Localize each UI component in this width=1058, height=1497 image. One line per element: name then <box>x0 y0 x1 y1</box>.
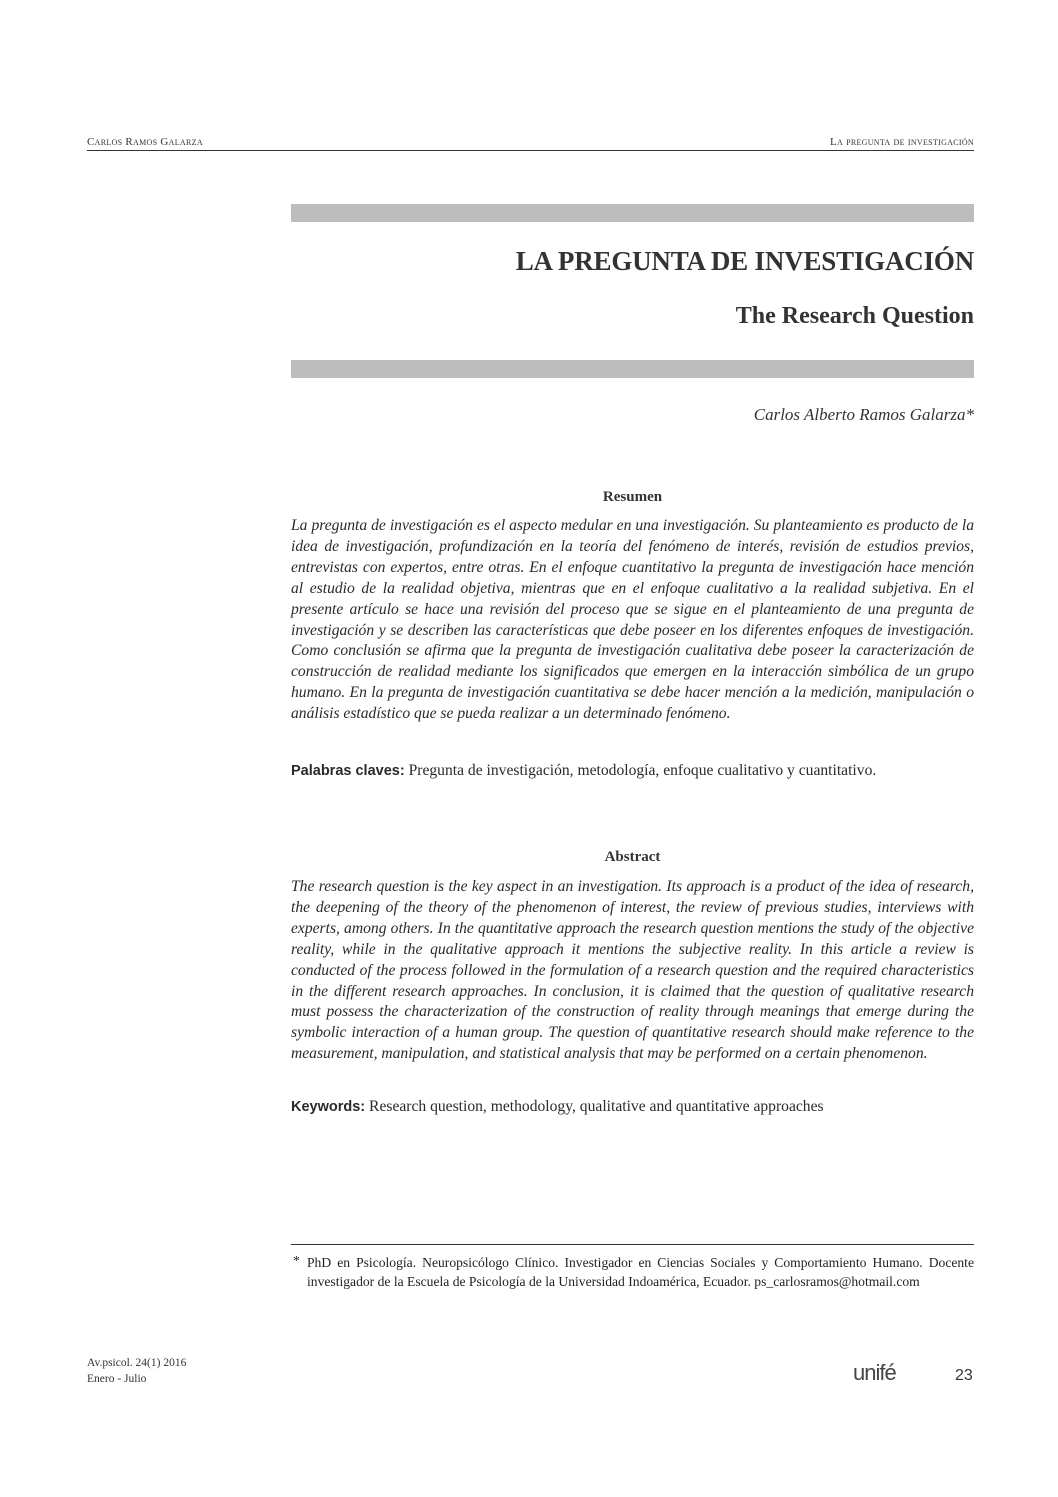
journal-period: Enero - Julio <box>87 1373 147 1385</box>
resumen-text: La pregunta de investigación es el aspecto medular en una investigación. Su planteamiento es producto de la idea de investigación, profundización en la teoría del fenómeno de interés, revisión de estudios previos, entrevistas con expertos, entre otras. En el enfoque cuantitativo la pregunta de investigación hace mención al estudio de la realidad objetiva, mientras que en el enfoque cualitativo a la realidad subjetiva. En el presente artículo se hace una revisión del proceso que se sigue en el planteamiento de una pregunta de investigación y se describen las características que debe poseer en los diferentes enfoques de investigación. Como conclusión se afirma que la pregunta de investigación cualitativa debe poseer la caracterización de construcción de realidad mediante los significados que emergen en la interacción simbólica de un grupo humano. En la pregunta de investigación cuantitativa se debe hacer mención a la medición, manipulación o análisis estadístico que se pueda realizar a un determinado fenómeno. <box>291 517 974 723</box>
header-rule <box>87 150 974 151</box>
running-header-title: La pregunta de investigación <box>829 136 974 148</box>
resumen-keywords <box>291 762 974 780</box>
top-gray-bar <box>291 204 974 222</box>
article-subtitle: The Research Question <box>735 303 974 329</box>
author-name: Carlos Alberto Ramos Galarza* <box>753 405 974 424</box>
abstract-heading: Abstract <box>604 849 661 865</box>
running-header-author: Carlos Ramos Galarza <box>87 136 203 148</box>
resumen-heading: Resumen <box>602 489 663 505</box>
abstract-keywords <box>291 1098 974 1116</box>
page-number: 23 <box>955 1367 973 1384</box>
abstract-keywords-label: Keywords: <box>291 1099 366 1115</box>
footnote-text: PhD en Psicología. Neuropsicólogo Clínico. Investigador en Ciencias Sociales y Comportamiento Humano. Docente investigador de la Escuela de Psicología de la Universidad Indoamérica, Ecuador. ps_carlosramos@hotmail.com <box>307 1255 974 1290</box>
footnote-marker: * <box>293 1253 300 1268</box>
unife-logo: unifé <box>853 1360 896 1385</box>
footnote-rule <box>291 1244 974 1245</box>
resumen-keywords-label: Palabras claves: <box>291 763 405 779</box>
resumen-keywords-value: Pregunta de investigación, metodología, enfoque cualitativo y cuantitativo. <box>408 762 877 779</box>
abstract-text: The research question is the key aspect in an investigation. Its approach is a product of the idea of research, the deepening of the theory of the phenomenon of interest, the review of previous studies, interviews with experts, among others. In the quantitative approach the research question mentions the study of the objective reality, while in the qualitative approach it mentions the subjective reality. In this article a review is conducted of the process followed in the formulation of a research question and the required characteristics in the different research approaches. In conclusion, it is claimed that the question of qualitative research must possess the characterization of the construction of reality through meanings that emerge during the symbolic interaction of a human group. The question of quantitative research should make reference to the measurement, manipulation, and statistical analysis that may be performed on a certain phenomenon. <box>291 878 974 1063</box>
journal-citation: Av.psicol. 24(1) 2016 <box>87 1357 187 1369</box>
abstract-keywords-value: Research question, methodology, qualitative and quantitative approaches <box>369 1098 824 1115</box>
bottom-gray-bar <box>291 360 974 378</box>
article-title: LA PREGUNTA DE INVESTIGACIÓN <box>515 246 974 276</box>
